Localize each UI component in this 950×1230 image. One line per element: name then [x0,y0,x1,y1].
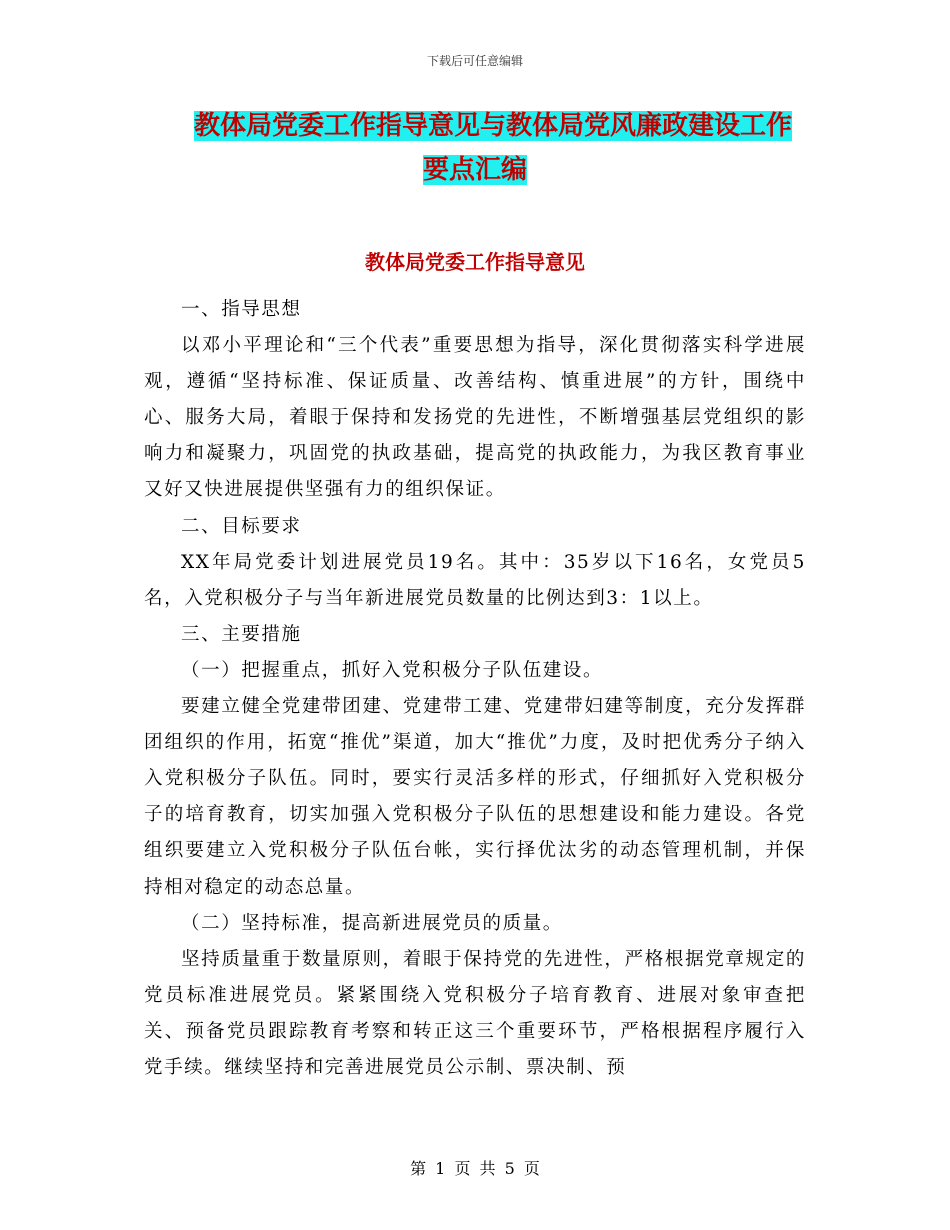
section-title: 教体局党委工作指导意见 [365,250,585,274]
paragraph: 坚持质量重于数量原则，着眼于保持党的先进性，严格根据党章规定的党员标准进展党员。紧紧围绕入党积极分子培育教育、进展对象审查把关、预备党员跟踪教育考察和转正这三个重要环节，严格根据程序履行入党手续。继续坚持和完善进展党员公示制、票决制、预 [144,948,806,1078]
header-note: 下载后可任意编辑 [426,54,523,68]
paragraph: 二、目标要求 [181,515,302,537]
paragraph: XX年局党委计划进展党员19名。其中：35岁以下16名，女党员5名，入党积极分子与当年新进展党员数量的比例达到3：1以上。 [144,551,806,609]
paragraph: （二）坚持标准，提高新进展党员的质量。 [181,912,563,934]
paragraph: （一）把握重点，抓好入党积极分子队伍建设。 [181,659,604,681]
document-body [144,292,806,1086]
paragraph: 三、主要措施 [181,623,302,645]
page-number-footer: 第 1 页 共 5 页 [410,1159,540,1178]
document-title-line-2: 要点汇编 [422,155,527,185]
paragraph: 一、指导思想 [181,299,302,320]
document-title-line-1: 教体局党委工作指导意见与教体局党风廉政建设工作 [193,111,792,141]
paragraph: 以邓小平理论和“三个代表”重要思想为指导，深化贯彻落实科学进展观，遵循“坚持标准、保证质量、改善结构、慎重进展”的方针，围绕中心、服务大局，着眼于保持和发扬党的先进性，不断增强基层党组织的影响力和凝聚力，巩固党的执政基础，提高党的执政能力，为我区教育事业又好又快进展提供坚强有力的组织保证。 [144,335,806,501]
document-title [0,104,950,192]
paragraph: 要建立健全党建带团建、党建带工建、党建带妇建等制度，充分发挥群团组织的作用，拓宽“推优”渠道，加大“推优”力度，及时把优秀分子纳入入党积极分子队伍。同时，要实行灵活多样的形式，仔细抓好入党积极分子的培育教育，切实加强入党积极分子队伍的思想建设和能力建设。各党组织要建立入党积极分子队伍台帐，实行择优汰劣的动态管理机制，并保持相对稳定的动态总量。 [144,696,806,898]
